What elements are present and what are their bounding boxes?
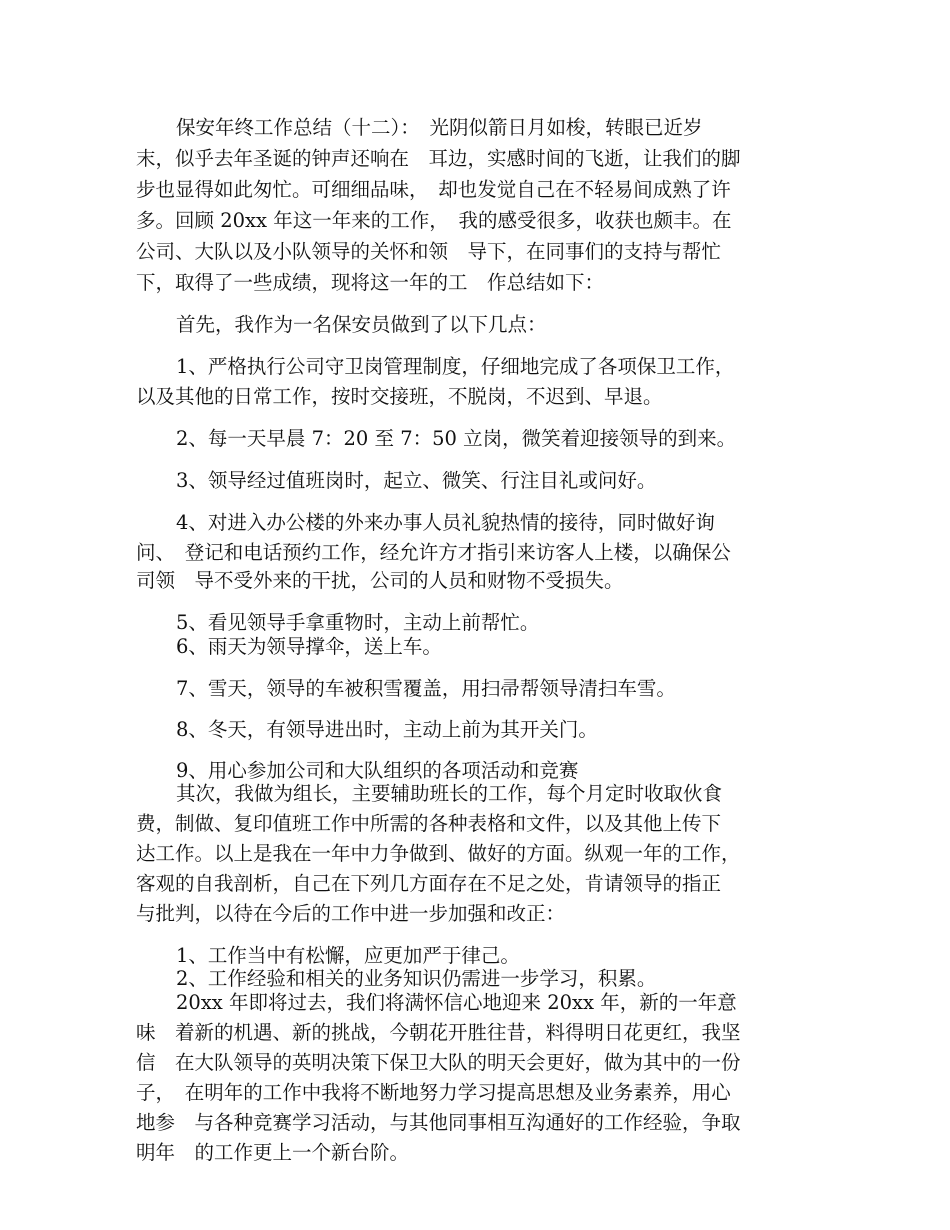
text-line: 费，制做、复印值班工作中所需的各种表格和文件，以及其他上传下 (136, 812, 722, 835)
text-line: 20xx 年即将过去，我们将满怀信心地迎来 20xx 年，新的一年意 (176, 991, 737, 1014)
text-line: 子， 在明年的工作中我将不断地努力学习提高思想及业务素养，用心 (136, 1081, 731, 1104)
item-6: 6、雨天为领导撑伞，送上车。 (176, 635, 442, 658)
text-line: 客观的自我剖析，自己在下列几方面存在不足之处，肯请领导的指正 (136, 872, 722, 895)
item-3: 3、领导经过值班岗时，起立、微笑、行注目礼或问好。 (176, 469, 657, 492)
text-line: 其次，我做为组长，主要辅助班长的工作，每个月定时收取伙食 (176, 782, 723, 805)
item-7: 7、雪天，领导的车被积雪覆盖，用扫帚帮领导清扫车雪。 (176, 677, 676, 700)
item-8: 8、冬天，有领导进出时，主动上前为其开关门。 (176, 718, 598, 741)
text-line: 信 在大队领导的英明决策下保卫大队的明天会更好，做为其中的一份 (136, 1051, 741, 1074)
text-line: 4、对进入办公楼的外来办事人员礼貌热情的接待，同时做好询 (176, 511, 715, 534)
item-5: 5、看见领导手拿重物时，主动上前帮忙。 (176, 611, 540, 634)
text-line: 问、 登记和电话预约工作，经允许方才指引来访客人上楼，以确保公 (136, 541, 731, 564)
shortcoming-1: 1、工作当中有松懈，应更加严于律己。 (176, 944, 520, 967)
text-line: 公司、大队以及小队领导的关怀和领 导下，在同事们的支持与帮忙 (136, 240, 722, 263)
text-line: 司领 导不受外来的干扰，公司的人员和财物不受损失。 (136, 569, 624, 592)
text-line: 与批判，以待在今后的工作中进一步加强和改正： (136, 902, 566, 925)
text-line: 保安年终工作总结（十二）： 光阴似箭日月如梭，转眼已近岁 (176, 116, 703, 139)
text-line: 末，似乎去年圣诞的钟声还响在 耳边，实感时间的飞逝，让我们的脚 (136, 147, 741, 170)
text-line: 地参 与各种竞赛学习活动，与其他同事相互沟通好的工作经验，争取 (136, 1111, 741, 1134)
text-line: 明年 的工作更上一个新台阶。 (136, 1141, 410, 1164)
text-line: 下，取得了一些成绩，现将这一年的工 作总结如下： (136, 271, 605, 294)
shortcoming-2: 2、工作经验和相关的业务知识仍需进一步学习，积累。 (176, 967, 657, 990)
text-line: 1、严格执行公司守卫岗管理制度，仔细地完成了各项保卫工作， (176, 355, 735, 378)
item-9: 9、用心参加公司和大队组织的各项活动和竞赛 (176, 759, 579, 782)
text-line: 步也显得如此匆忙。可细细品味， 却也发觉自己在不轻易间成熟了许 (136, 178, 731, 201)
text-line: 达工作。以上是我在一年中力争做到、做好的方面。纵观一年的工作， (136, 842, 741, 865)
item-2: 2、每一天早晨 7：20 至 7：50 立岗，微笑着迎接领导的到来。 (176, 427, 737, 450)
text-line: 多。回顾 20xx 年这一年来的工作， 我的感受很多，收获也颇丰。在 (136, 209, 732, 232)
text-line: 味 着新的机遇、新的挑战，今朝花开胜往昔，料得明日花更红，我坚 (136, 1021, 741, 1044)
text-line: 以及其他的日常工作，按时交接班，不脱岗，不迟到、早退。 (136, 385, 663, 408)
first-point-heading: 首先，我作为一名保安员做到了以下几点： (176, 313, 547, 336)
